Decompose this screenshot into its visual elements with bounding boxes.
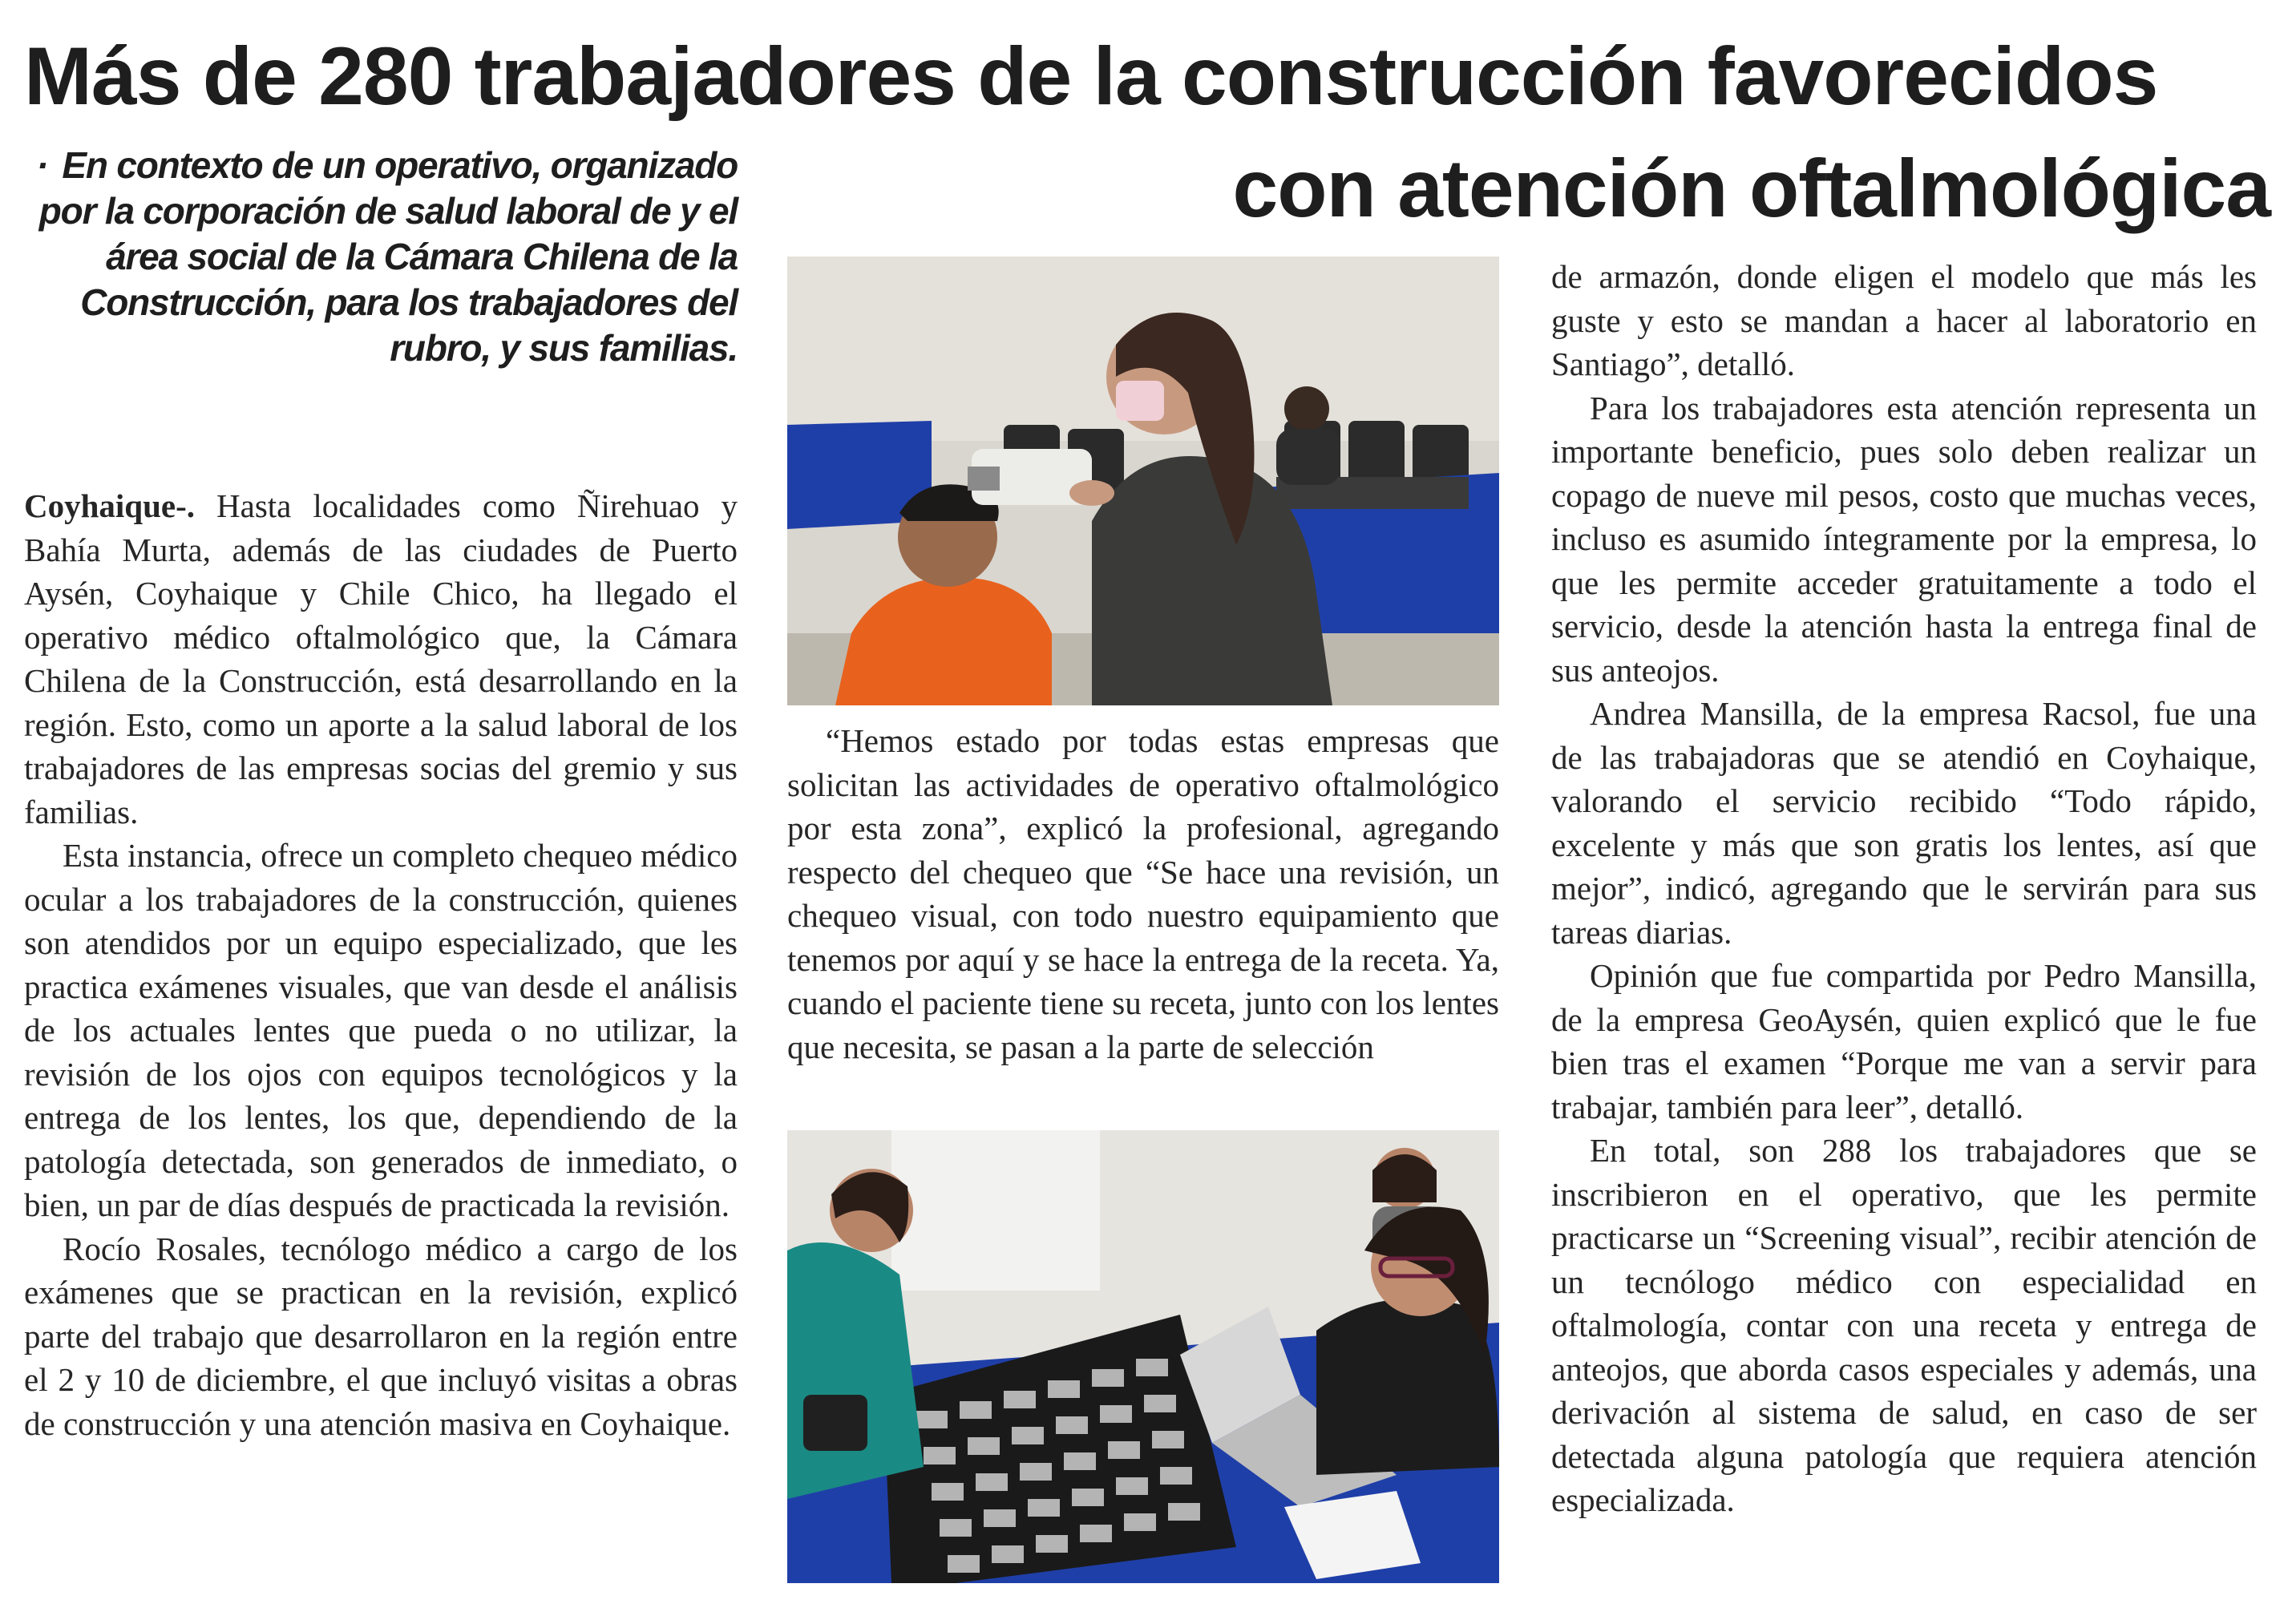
- paragraph: Esta instancia, ofrece un completo chequeo médico ocular a los trabajadores de la construcción, quienes son atendidos por un equipo especializado, que les practica exámenes visuales, que van desde el análisis de los actuales lentes que pueda o no utilizar, la revisión de los ojos con equipos tecnológicos y la entrega de los lentes, los que, dependiendo de la patología detectada, son generados de inmediato, o bien, un par de días después de practicada la revisión.: [24, 837, 738, 1223]
- deck-subheading: [24, 143, 738, 371]
- paragraph: [24, 484, 738, 834]
- article-column-1: [24, 484, 738, 1445]
- paragraph: de armazón, donde eligen el modelo que más les guste y esto se mandan a hacer al laboratorio en Santiago”, detalló.: [1551, 258, 2257, 382]
- paragraph: Para los trabajadores esta atención representa un importante beneficio, pues solo deben realizar un copago de nueve mil pesos, costo que muchas veces, incluso es asumido íntegramente por la empresa, lo que les permite acceder gratuitamente a todo el servicio, desde la atención hasta la entrega final de sus anteojos.: [1551, 389, 2257, 689]
- photo-eye-exam: [787, 257, 1499, 705]
- article-column-3: [1551, 255, 2257, 1522]
- photo-frame-selection-image: [787, 1130, 1499, 1583]
- paragraph: “Hemos estado por todas estas empresas que solicitan las actividades de operativo oftalmológico por esta zona”, explicó la profesional, agregando respecto del chequeo que “Se hace una revisión, un chequeo visual, con todo nuestro equipamiento que tenemos por aquí y se hace la entrega de la receta. Ya, cuando el paciente tiene su receta, junto con los lentes que necesita, se pasan a la parte de selección: [787, 722, 1499, 1065]
- headline: [24, 24, 2277, 234]
- photo-eye-exam-image: [787, 257, 1499, 705]
- dateline: Coyhaique-.: [24, 487, 196, 524]
- headline-line-1: Más de 280 trabajadores de la construcción favorecidos: [24, 30, 2158, 122]
- paragraph: Rocío Rosales, tecnólogo médico a cargo de los exámenes que se practican en la revisión, explicó parte del trabajo que desarrollaron en la región entre el 2 y 10 de diciembre, el que incluyó visitas a obras de construcción y una atención masiva en Coyhaique.: [24, 1230, 738, 1442]
- paragraph: Andrea Mansilla, de la empresa Racsol, fue una de las trabajadoras que se atendió en Coyhaique, valorando el servicio recibido “Todo rápido, excelente y más que son gratis los lentes, así que mejor”, indicó, agregando que le servirán para sus tareas diarias.: [1551, 695, 2257, 951]
- deck-bullet: ·: [36, 144, 48, 186]
- article-column-2: [787, 719, 1499, 1069]
- photo-frame-selection: [787, 1130, 1499, 1583]
- paragraph: Opinión que fue compartida por Pedro Mansilla, de la empresa GeoAysén, quien explicó que le fue bien tras el examen “Porque me van a servir para trabajar, también para leer”, detalló.: [1551, 957, 2257, 1125]
- headline-line-2: con atención oftalmológica: [1232, 143, 2270, 234]
- paragraph: En total, son 288 los trabajadores que se inscribieron en el operativo, que les permite practicarse un “Screening visual”, recibir atención de un tecnólogo médico con especialidad en oftalmología, contar con una receta y entrega de anteojos, que aborda casos especiales y además, una derivación al sistema de salud, en caso de ser detectada alguna patología que requiera atención especializada.: [1551, 1132, 2257, 1518]
- deck-text: En contexto de un operativo, organizado por la corporación de salud laboral de y el área social de la Cámara Chilena de la Construcción, para los trabajadores del rubro, y sus familias.: [38, 144, 738, 369]
- paragraph-text: Hasta localidades como Ñirehuao y Bahía Murta, además de las ciudades de Puerto Aysén, Coyhaique y Chile Chico, ha llegado el operativo médico oftalmológico que, la Cámara Chilena de la Construcción, está desarrollando en la región. Esto, como un aporte a la salud laboral de los trabajadores de las empresas socias del gremio y sus familias.: [24, 487, 738, 830]
